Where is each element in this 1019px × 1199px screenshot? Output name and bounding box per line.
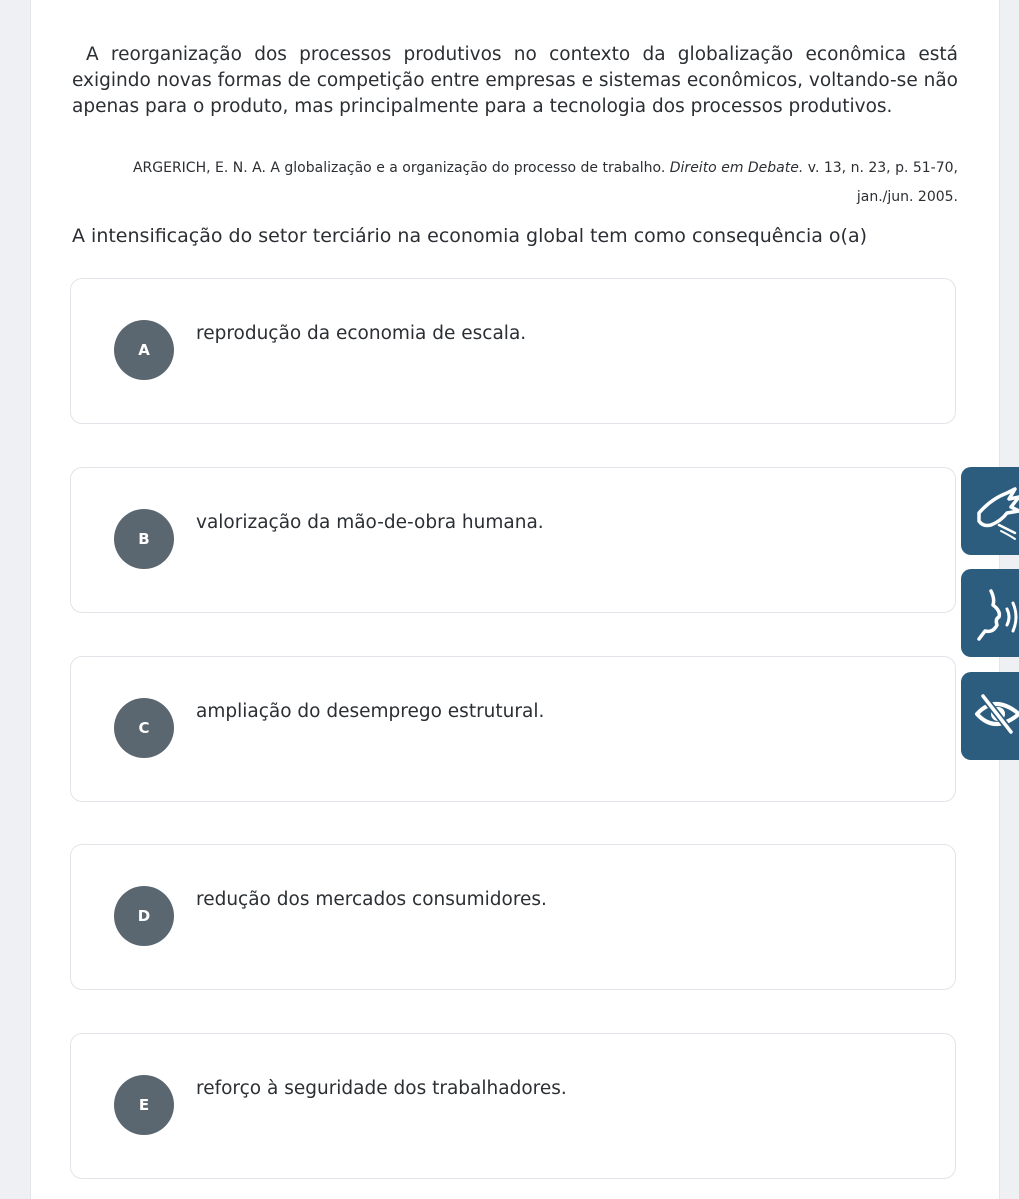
option-letter-badge: C	[114, 698, 174, 758]
option-a[interactable]	[70, 278, 956, 424]
option-letter-badge: A	[114, 320, 174, 380]
option-text: reforço à seguridade dos trabalhadores.	[196, 1078, 567, 1099]
citation	[72, 154, 958, 212]
question-stem: A intensificação do setor terciário na economia global tem como consequência o(a)	[72, 225, 867, 247]
option-d[interactable]	[70, 844, 956, 990]
sign-language-icon	[971, 477, 1019, 547]
option-text: redução dos mercados consumidores.	[196, 889, 547, 910]
option-text: reprodução da economia de escala.	[196, 323, 527, 344]
audio-description-button[interactable]	[961, 569, 1019, 657]
option-b[interactable]	[70, 467, 956, 613]
audio-description-icon	[971, 579, 1019, 649]
option-letter-badge: E	[114, 1075, 174, 1135]
low-vision-icon	[971, 682, 1019, 752]
option-e[interactable]	[70, 1033, 956, 1179]
passage-text: A reorganização dos processos produtivos no contexto da globalização econômica está exigindo novas formas de competição entre empresas e sistemas econômicos, voltando-se não apenas para o produto, mas principalmente para a tecnologia dos processos produtivos.	[72, 44, 958, 117]
citation-authors-title: ARGERICH, E. N. A. A globalização e a organização do processo de trabalho.	[132, 160, 666, 176]
option-text: valorização da mão-de-obra humana.	[196, 512, 544, 533]
low-vision-button[interactable]	[961, 672, 1019, 760]
sign-language-button[interactable]	[961, 467, 1019, 555]
citation-journal: Direito em Debate.	[669, 160, 804, 176]
option-c[interactable]	[70, 656, 956, 802]
option-text: ampliação do desemprego estrutural.	[196, 701, 545, 722]
option-letter-badge: B	[114, 509, 174, 569]
option-letter-badge: D	[114, 886, 174, 946]
citation-date: jan./jun. 2005.	[856, 189, 958, 205]
citation-details: v. 13, n. 23, p. 51-70,	[807, 160, 958, 176]
